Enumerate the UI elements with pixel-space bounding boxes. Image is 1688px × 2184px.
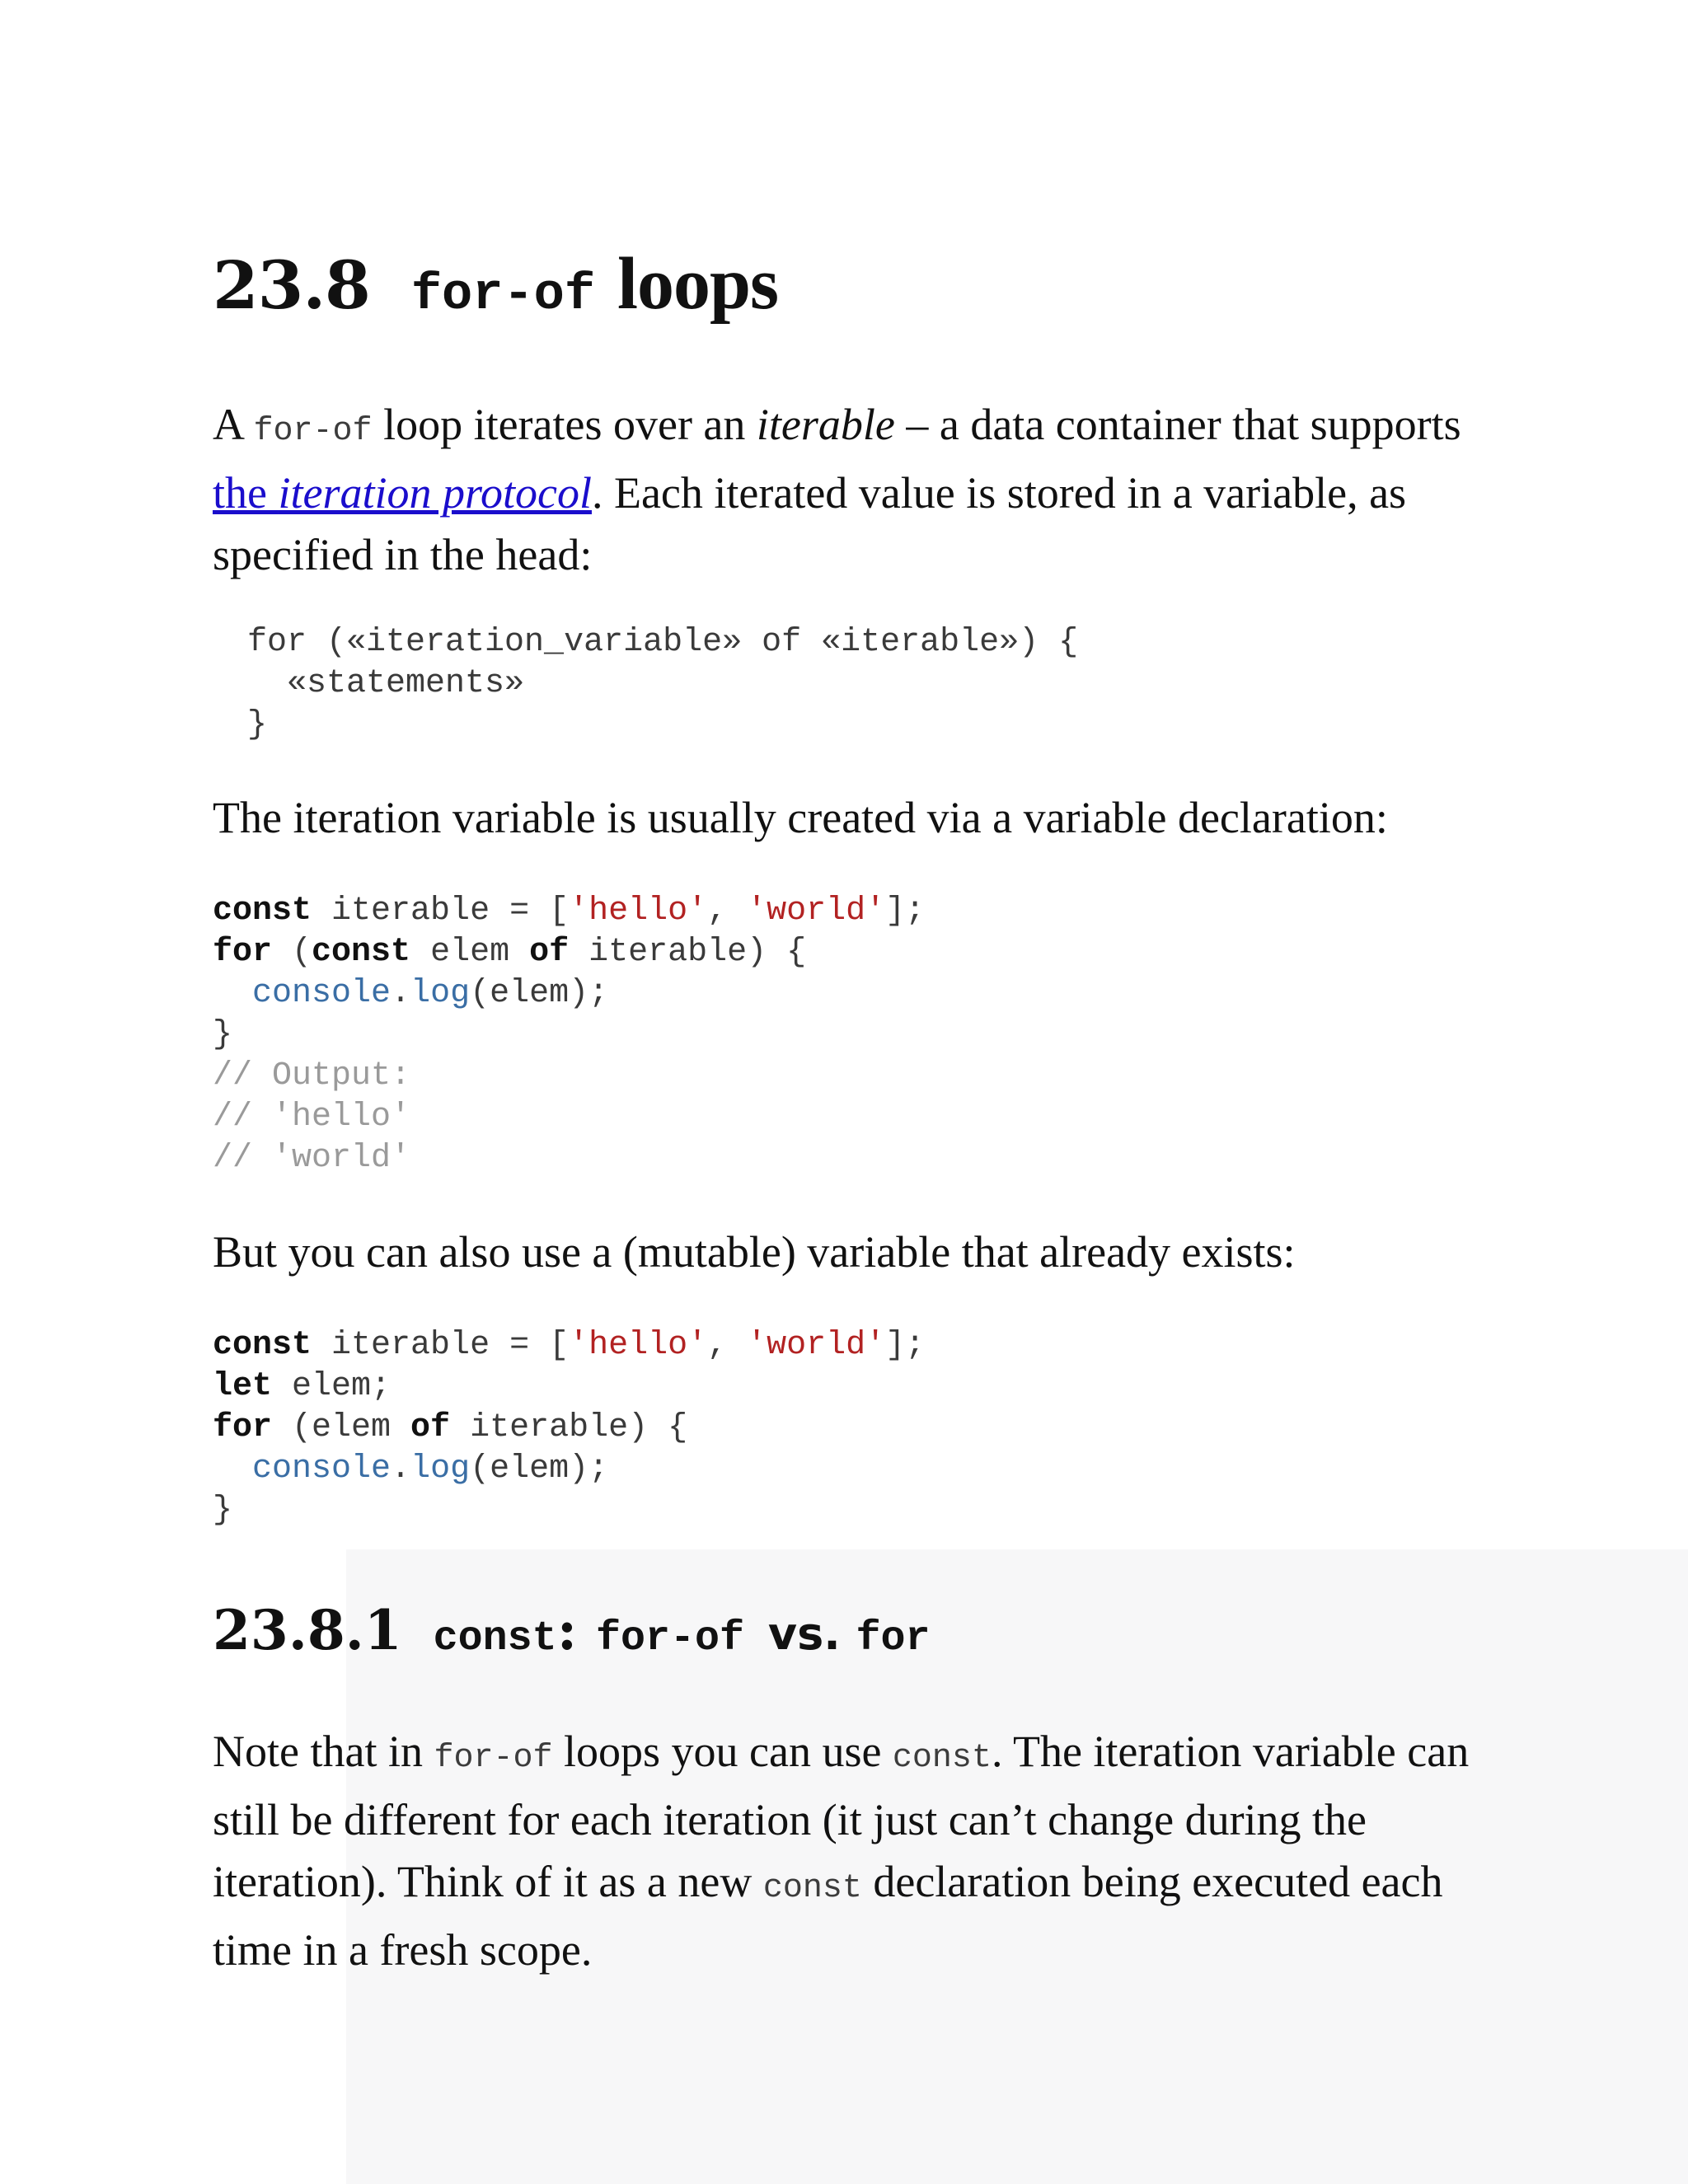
code-text: iterable = [	[312, 893, 570, 930]
string-literal: 'hello'	[569, 893, 708, 930]
section-title-code: for-of	[410, 265, 596, 324]
paragraph-mutable: But you can also use a (mutable) variable that already exists:	[213, 1227, 1296, 1277]
identifier: log	[410, 1451, 471, 1488]
code-line: }	[247, 706, 268, 743]
paragraph-declaration: The iteration variable is usually created via a variable declaration:	[213, 793, 1388, 842]
string-literal: 'hello'	[569, 1327, 708, 1364]
code-indent	[213, 975, 252, 1012]
identifier: console	[252, 1451, 392, 1488]
code-text: iterable) {	[450, 1409, 688, 1446]
text: loops you can use	[552, 1727, 893, 1776]
emphasis: iterable	[756, 400, 895, 449]
text: declaration being executed each time in a fresh scope.	[213, 1857, 1443, 1975]
section-title	[213, 243, 779, 325]
code-comment: // 'hello'	[213, 1099, 411, 1136]
code-text: ];	[885, 1327, 926, 1364]
text: loop iterates over an	[372, 400, 757, 449]
subsection-code: for	[856, 1615, 931, 1662]
subsection-code: for-of	[596, 1615, 745, 1662]
string-literal: 'world'	[747, 893, 886, 930]
inline-code: const	[762, 1870, 862, 1907]
code-comment: // 'world'	[213, 1140, 411, 1177]
code-text: (elem);	[470, 975, 609, 1012]
text: . Each iterated value is stored in a variable, as specified in the head:	[213, 468, 1407, 579]
keyword: for	[213, 1409, 273, 1446]
code-text: ,	[707, 893, 748, 930]
code-line: for («iteration_variable» of «iterable») {	[247, 624, 1079, 661]
keyword: const	[213, 1327, 312, 1364]
link-emphasis: iteration protocol	[278, 468, 592, 518]
code-comment: // Output:	[213, 1057, 411, 1094]
code-text: (elem);	[470, 1451, 609, 1488]
code-indent	[213, 1451, 252, 1488]
subsection-text: :	[556, 1598, 597, 1662]
paragraph-const-note	[213, 1721, 1498, 1981]
iteration-protocol-link[interactable]	[213, 468, 592, 518]
code-text: }	[213, 1016, 233, 1053]
identifier: console	[252, 975, 392, 1012]
code-text: .	[391, 1451, 411, 1488]
grammar-block	[247, 622, 1078, 746]
code-text: .	[391, 975, 411, 1012]
keyword: for	[213, 934, 273, 971]
section-title-word: loops	[617, 243, 779, 325]
code-text: (elem	[272, 1409, 411, 1446]
subsection-code: const	[433, 1615, 557, 1662]
keyword: of	[529, 934, 570, 971]
inline-code: for-of	[253, 413, 373, 450]
subsection-title	[213, 1598, 931, 1662]
text: A	[213, 400, 254, 449]
section-number: 23.8	[213, 246, 370, 324]
keyword: of	[410, 1409, 451, 1446]
text: Note that in	[213, 1727, 434, 1776]
inline-code: for-of	[434, 1740, 553, 1777]
code-example-2	[213, 1325, 925, 1531]
code-text: elem	[410, 934, 530, 971]
code-text: (	[272, 934, 312, 971]
link-text: the	[213, 468, 279, 518]
text: – a data container that supports	[894, 400, 1461, 449]
string-literal: 'world'	[747, 1327, 886, 1364]
keyword: const	[312, 934, 411, 971]
keyword: const	[213, 893, 312, 930]
code-text: ];	[885, 893, 926, 930]
code-text: iterable = [	[312, 1327, 570, 1364]
identifier: log	[410, 975, 471, 1012]
keyword: let	[213, 1368, 273, 1405]
subsection-text: vs.	[753, 1608, 856, 1660]
code-example-1	[213, 891, 925, 1179]
code-text: iterable) {	[569, 934, 807, 971]
paragraph-intro	[213, 394, 1498, 586]
code-text: }	[213, 1492, 233, 1529]
subsection-number: 23.8.1	[213, 1598, 402, 1662]
code-line: «statements»	[247, 665, 525, 702]
text: . The iteration variable can still be different for each iteration (it just can’t change during the iteration). Think of it as a new	[213, 1727, 1470, 1906]
code-text: elem;	[272, 1368, 392, 1405]
code-text: ,	[707, 1327, 748, 1364]
inline-code: const	[892, 1740, 992, 1777]
